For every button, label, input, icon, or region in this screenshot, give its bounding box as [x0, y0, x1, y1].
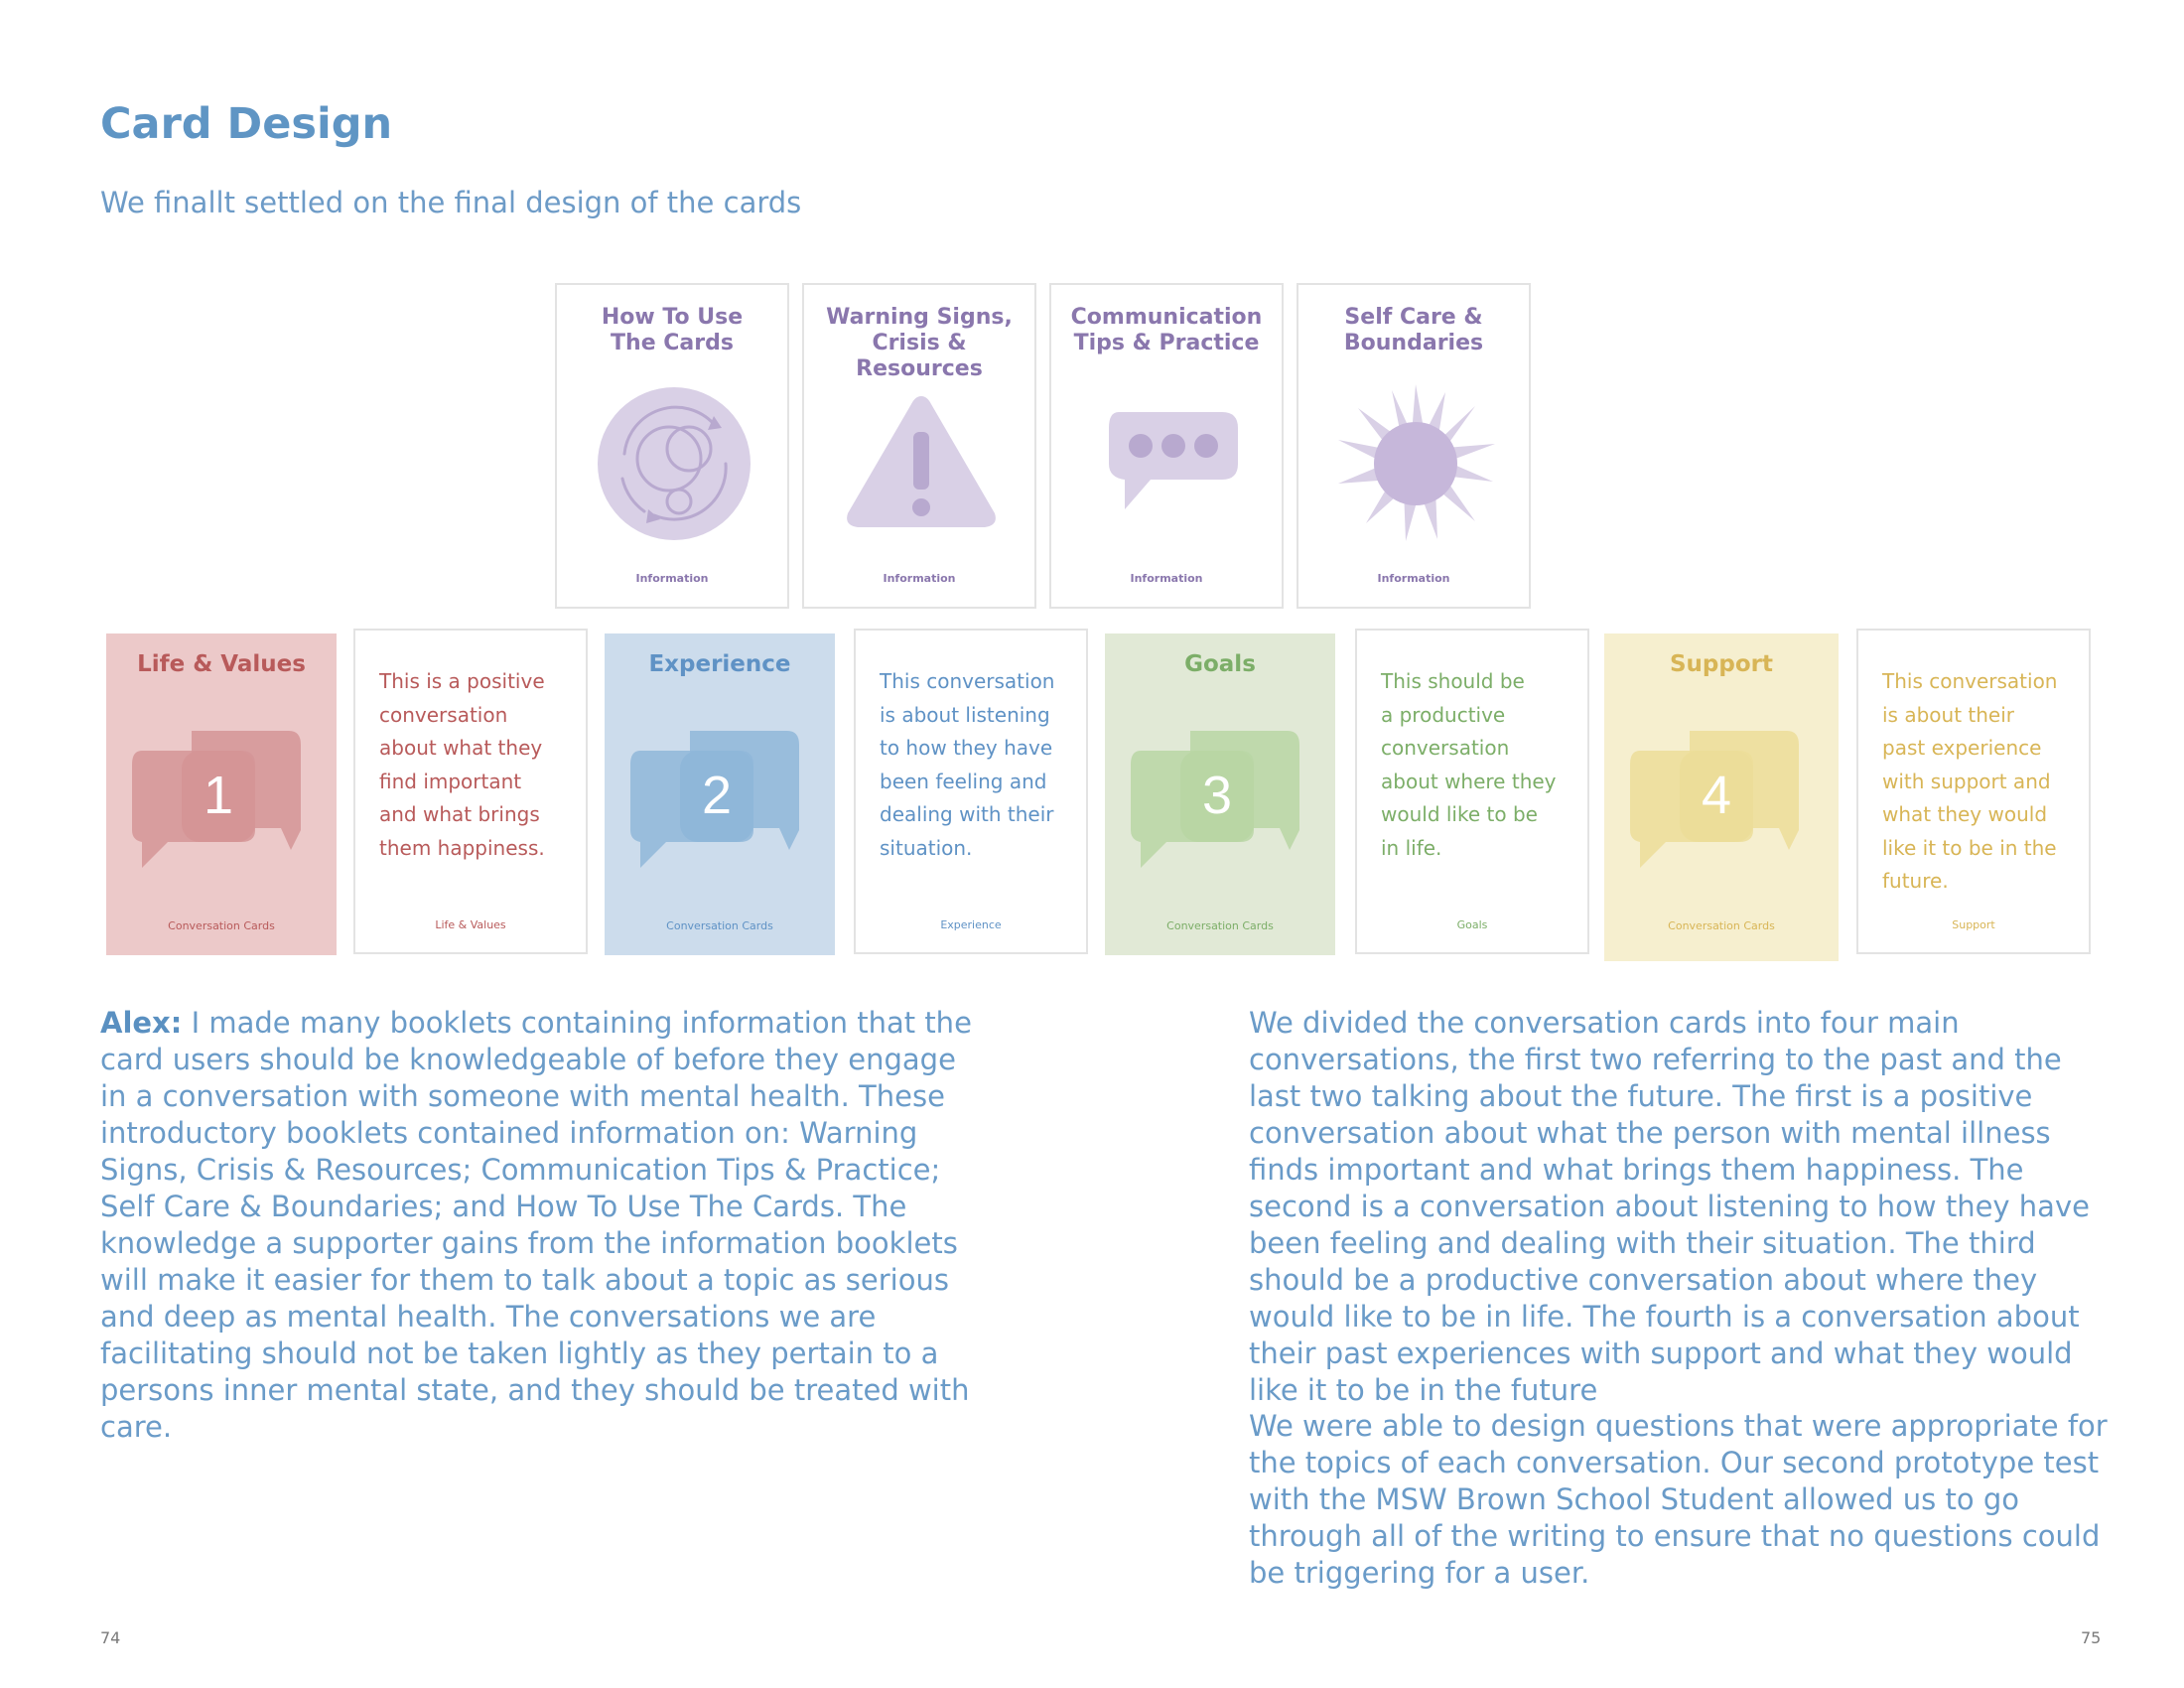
description-line: is about listening: [880, 702, 1050, 727]
description-line: what they would: [1882, 802, 2048, 826]
card-number: 4: [1701, 766, 1732, 825]
card-footer: Information: [1377, 572, 1450, 585]
card-number: 3: [1201, 766, 1233, 825]
description-text: [1882, 665, 2081, 899]
info-card-how-to-use: [555, 283, 789, 609]
page-number-right: 75: [2081, 1628, 2102, 1647]
description-line: is about their: [1882, 702, 2014, 727]
card-title: Support: [1669, 651, 1773, 677]
card-footer: Goals: [1456, 918, 1488, 931]
description-text: [379, 665, 578, 865]
conversation-card-experience: [605, 633, 835, 955]
sun-icon: [1336, 384, 1495, 543]
card-title: Goals: [1184, 651, 1256, 677]
question-design-paragraph: We were able to design questions that were appropriate for the topics of each conversation. Our second prototype test with the MSW Brown School Student allowed us to go through all of the writing to ensure that no questions could be triggering for a user.: [1249, 1409, 2108, 1590]
speech-bubble-dots-icon: [1089, 384, 1248, 543]
conversation-card-life-values: [106, 633, 337, 955]
alex-paragraph: [100, 1005, 974, 1446]
card-title: Experience: [648, 651, 791, 677]
description-line: conversation: [1381, 736, 1510, 760]
description-line: like it to be in the: [1882, 835, 2057, 860]
description-line: conversation: [379, 702, 508, 727]
description-line: a productive: [1381, 702, 1506, 727]
description-line: in life.: [1381, 835, 1442, 860]
card-footer: Conversation Cards: [666, 919, 773, 932]
description-line: dealing with their: [880, 802, 1054, 826]
description-line: been feeling and: [880, 769, 1047, 793]
card-title: Communication Tips & Practice: [1070, 305, 1263, 355]
speech-bubbles-icon: [630, 731, 809, 870]
description-line: future.: [1882, 869, 1949, 893]
card-footer: Information: [635, 572, 709, 585]
description-card-experience: [854, 629, 1088, 954]
description-line: would like to be: [1381, 802, 1538, 826]
conversation-division-paragraph: We divided the conversation cards into four main conversations, the first two referring to the past and the last two talking about the future. The first is a positive conversation about what the person with mental illness finds important and what brings them happiness. The second is a conversation about listening to how they have been feeling and dealing with their situation. The third should be a productive conversation about where they would like to be in life. The fourth is a conversation about their past experiences with support and what they would like it to be in the future: [1249, 1006, 2090, 1407]
info-card-warning-signs: [802, 283, 1036, 609]
description-card-support: [1856, 629, 2091, 954]
conversation-card-support: [1604, 633, 1839, 961]
description-line: This should be: [1381, 669, 1525, 693]
info-card-communication: [1049, 283, 1284, 609]
page-title: Card Design: [100, 99, 393, 149]
description-line: past experience: [1882, 736, 2042, 760]
description-card-goals: [1355, 629, 1589, 954]
description-line: about where they: [1381, 769, 1557, 793]
speech-bubbles-icon: [1630, 731, 1809, 870]
card-footer: Support: [1952, 918, 1995, 931]
speech-bubbles-icon: [1131, 731, 1309, 870]
description-line: This conversation: [1882, 669, 2058, 693]
card-title: Life & Values: [137, 651, 306, 677]
card-footer: Conversation Cards: [168, 919, 275, 932]
card-title: How To Use The Cards: [601, 305, 744, 355]
card-footer: Conversation Cards: [1668, 919, 1775, 932]
card-title: Self Care & Boundaries: [1343, 305, 1484, 355]
paragraph-text: I made many booklets containing information that the card users should be knowledgeable of before they engage in a conversation with someone with mental health. These introductory booklets contained information on: Warning Signs, Crisis & Resources; Communication Tips & Practice; Self Care & Boundaries; and How To Use The Cards. The knowledge a supporter gains from the information booklets will make it easier for them to talk about a topic as serious and deep as mental health. The conversations we are facilitating should not be taken lightly as they pertain to a persons inner mental state, and they should be treated with care.: [100, 1006, 972, 1444]
description-line: to how they have: [880, 736, 1053, 760]
speech-bubbles-icon: [132, 731, 311, 870]
warning-triangle-icon: [842, 384, 1001, 543]
description-line: about what they: [379, 736, 543, 760]
conversation-card-goals: [1105, 633, 1335, 955]
card-number: 2: [701, 766, 733, 825]
card-title: Warning Signs, Crisis & Resources: [826, 305, 1013, 381]
card-footer: Information: [1130, 572, 1203, 585]
speaker-label: Alex:: [100, 1006, 183, 1040]
card-footer: Life & Values: [435, 918, 506, 931]
page-subtitle: We finallt settled on the final design of the cards: [100, 186, 802, 219]
page-number-left: 74: [100, 1628, 121, 1647]
description-line: situation.: [880, 835, 973, 860]
card-footer: Conversation Cards: [1166, 919, 1274, 932]
description-text: [880, 665, 1078, 865]
card-footer: Experience: [940, 918, 1002, 931]
description-text: [1381, 665, 1579, 865]
description-line: and what brings: [379, 802, 540, 826]
card-number: 1: [203, 766, 234, 825]
info-card-self-care: [1297, 283, 1531, 609]
description-line: find important: [379, 769, 522, 793]
card-footer: Information: [883, 572, 956, 585]
description-line: This conversation: [880, 669, 1055, 693]
description-card-life-values: [353, 629, 588, 954]
circle-arrows-icon: [595, 384, 753, 543]
description-line: This is a positive: [379, 669, 545, 693]
description-line: them happiness.: [379, 835, 545, 860]
description-line: with support and: [1882, 769, 2051, 793]
